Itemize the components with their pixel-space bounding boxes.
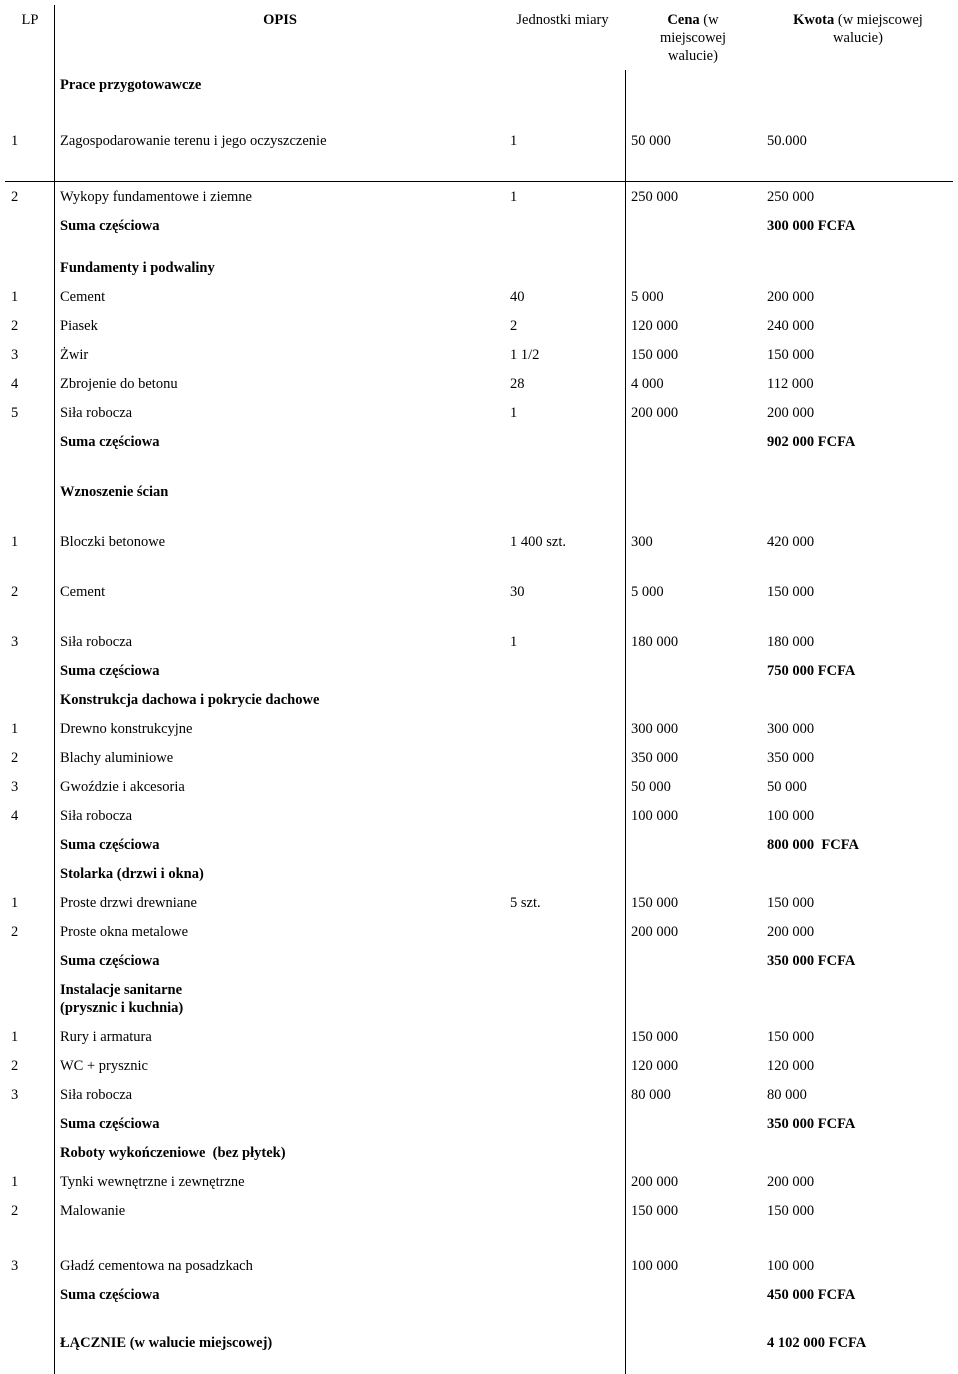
total-value: 4 102 000 FCFA bbox=[767, 1335, 867, 1351]
row-cena: 350 000 bbox=[631, 750, 679, 766]
row-kwota: 150 000 bbox=[767, 347, 815, 363]
row-opis: Tynki wewnętrzne i zewnętrzne bbox=[60, 1174, 245, 1190]
row-cena: 5 000 bbox=[631, 584, 664, 600]
row-opis: Proste drzwi drewniane bbox=[60, 895, 197, 911]
row-lp: 3 bbox=[11, 1087, 19, 1103]
row-cena: 5 000 bbox=[631, 289, 664, 305]
row-opis: Rury i armatura bbox=[60, 1029, 152, 1045]
section-title: Fundamenty i podwaliny bbox=[60, 260, 215, 276]
row-cena: 200 000 bbox=[631, 1174, 679, 1190]
row-opis: Siła robocza bbox=[60, 405, 133, 421]
row-cena: 120 000 bbox=[631, 1058, 679, 1074]
row-jm: 1 1/2 bbox=[510, 347, 540, 363]
row-jm: 40 bbox=[510, 289, 525, 305]
row-opis: Siła robocza bbox=[60, 634, 133, 650]
row-opis: Cement bbox=[60, 289, 106, 305]
row-lp: 2 bbox=[11, 750, 19, 766]
header-kwota bbox=[783, 11, 933, 47]
header-kwota-bold: Kwota bbox=[793, 12, 835, 28]
row-lp: 2 bbox=[11, 1058, 19, 1074]
row-jm: 1 bbox=[510, 189, 518, 205]
row-opis: Gładź cementowa na posadzkach bbox=[60, 1258, 253, 1274]
row-lp: 3 bbox=[11, 634, 19, 650]
row-lp: 1 bbox=[11, 895, 19, 911]
row-lp: 1 bbox=[11, 1029, 19, 1045]
row-lp: 2 bbox=[11, 189, 19, 205]
total-label: ŁĄCZNIE (w walucie miejscowej) bbox=[60, 1335, 273, 1351]
row-kwota: 420 000 bbox=[767, 534, 815, 550]
row-opis: Bloczki betonowe bbox=[60, 534, 166, 550]
row-lp: 1 bbox=[11, 534, 19, 550]
row-kwota: 100 000 bbox=[767, 1258, 815, 1274]
row-opis: Zagospodarowanie terenu i jego oczyszczenie bbox=[60, 133, 327, 149]
row-kwota: 100 000 bbox=[767, 808, 815, 824]
row-lp: 4 bbox=[11, 376, 19, 392]
row-kwota: 80 000 bbox=[767, 1087, 807, 1103]
row-cena: 150 000 bbox=[631, 347, 679, 363]
subtotal-label: Suma częściowa bbox=[60, 953, 160, 969]
subtotal-value: 300 000 FCFA bbox=[767, 218, 856, 234]
row-opis: Gwoździe i akcesoria bbox=[60, 779, 185, 795]
subtotal-label: Suma częściowa bbox=[60, 837, 160, 853]
row-lp: 4 bbox=[11, 808, 19, 824]
section-title: Roboty wykończeniowe (bez płytek) bbox=[60, 1145, 286, 1161]
row-cena: 200 000 bbox=[631, 924, 679, 940]
row-opis: Wykopy fundamentowe i ziemne bbox=[60, 189, 252, 205]
header-kwota-rest: (w miejscowej walucie) bbox=[833, 12, 923, 46]
row-cena: 120 000 bbox=[631, 318, 679, 334]
subtotal-value: 750 000 FCFA bbox=[767, 663, 856, 679]
row-kwota: 180 000 bbox=[767, 634, 815, 650]
row-kwota: 150 000 bbox=[767, 895, 815, 911]
row-cena: 180 000 bbox=[631, 634, 679, 650]
row-cena: 300 bbox=[631, 534, 653, 550]
row-jm: 1 bbox=[510, 405, 518, 421]
subtotal-label: Suma częściowa bbox=[60, 1116, 160, 1132]
row-divider bbox=[5, 181, 953, 182]
row-jm: 1 bbox=[510, 634, 518, 650]
row-cena: 100 000 bbox=[631, 1258, 679, 1274]
row-lp: 2 bbox=[11, 924, 19, 940]
row-lp: 1 bbox=[11, 133, 19, 149]
subtotal-label: Suma częściowa bbox=[60, 663, 160, 679]
section-title: Prace przygotowawcze bbox=[60, 77, 202, 93]
row-opis: Malowanie bbox=[60, 1203, 126, 1219]
row-opis: Piasek bbox=[60, 318, 98, 334]
row-opis: Blachy aluminiowe bbox=[60, 750, 174, 766]
row-opis: Siła robocza bbox=[60, 808, 133, 824]
row-opis: WC + prysznic bbox=[60, 1058, 148, 1074]
row-opis: Siła robocza bbox=[60, 1087, 133, 1103]
row-kwota: 150 000 bbox=[767, 584, 815, 600]
section-title: Stolarka (drzwi i okna) bbox=[60, 866, 204, 882]
row-lp: 5 bbox=[11, 405, 19, 421]
row-lp: 3 bbox=[11, 347, 19, 363]
row-kwota: 50.000 bbox=[767, 133, 807, 149]
column-divider-cena bbox=[625, 70, 626, 1374]
row-cena: 50 000 bbox=[631, 779, 671, 795]
header-jednostki: Jednostki miary bbox=[516, 12, 609, 28]
row-lp: 3 bbox=[11, 1258, 19, 1274]
row-jm: 2 bbox=[510, 318, 518, 334]
row-kwota: 240 000 bbox=[767, 318, 815, 334]
row-kwota: 250 000 bbox=[767, 189, 815, 205]
row-kwota: 150 000 bbox=[767, 1029, 815, 1045]
row-cena: 150 000 bbox=[631, 1029, 679, 1045]
row-cena: 250 000 bbox=[631, 189, 679, 205]
row-cena: 150 000 bbox=[631, 1203, 679, 1219]
section-title: Instalacje sanitarne bbox=[60, 982, 183, 998]
header-lp: LP bbox=[21, 12, 39, 28]
section-title-line2: (prysznic i kuchnia) bbox=[60, 1000, 184, 1016]
row-lp: 3 bbox=[11, 779, 19, 795]
row-opis: Proste okna metalowe bbox=[60, 924, 189, 940]
row-jm: 1 400 szt. bbox=[510, 534, 566, 550]
row-jm: 30 bbox=[510, 584, 525, 600]
row-kwota: 200 000 bbox=[767, 924, 815, 940]
row-jm: 5 szt. bbox=[510, 895, 541, 911]
row-kwota: 120 000 bbox=[767, 1058, 815, 1074]
column-divider-lp bbox=[54, 5, 55, 1374]
row-opis: Drewno konstrukcyjne bbox=[60, 721, 193, 737]
row-kwota: 350 000 bbox=[767, 750, 815, 766]
row-cena: 80 000 bbox=[631, 1087, 671, 1103]
header-cena-rest: (w miejscowej walucie) bbox=[659, 12, 727, 64]
row-cena: 4 000 bbox=[631, 376, 664, 392]
row-opis: Żwir bbox=[60, 347, 89, 363]
subtotal-value: 350 000 FCFA bbox=[767, 1116, 856, 1132]
header-opis: OPIS bbox=[263, 12, 297, 28]
subtotal-label: Suma częściowa bbox=[60, 434, 160, 450]
row-cena: 100 000 bbox=[631, 808, 679, 824]
row-cena: 200 000 bbox=[631, 405, 679, 421]
row-kwota: 50 000 bbox=[767, 779, 807, 795]
row-jm: 1 bbox=[510, 133, 518, 149]
row-opis: Zbrojenie do betonu bbox=[60, 376, 178, 392]
subtotal-value: 902 000 FCFA bbox=[767, 434, 856, 450]
subtotal-label: Suma częściowa bbox=[60, 1287, 160, 1303]
row-lp: 2 bbox=[11, 584, 19, 600]
row-kwota: 200 000 bbox=[767, 1174, 815, 1190]
row-lp: 1 bbox=[11, 289, 19, 305]
row-kwota: 300 000 bbox=[767, 721, 815, 737]
header-cena-bold: Cena bbox=[667, 12, 700, 28]
subtotal-label: Suma częściowa bbox=[60, 218, 160, 234]
row-cena: 50 000 bbox=[631, 133, 671, 149]
row-lp: 1 bbox=[11, 721, 19, 737]
row-kwota: 150 000 bbox=[767, 1203, 815, 1219]
row-kwota: 200 000 bbox=[767, 289, 815, 305]
subtotal-value: 450 000 FCFA bbox=[767, 1287, 856, 1303]
row-kwota: 112 000 bbox=[767, 376, 814, 392]
row-cena: 150 000 bbox=[631, 895, 679, 911]
row-cena: 300 000 bbox=[631, 721, 679, 737]
subtotal-value: 800 000 FCFA bbox=[767, 837, 859, 853]
row-jm: 28 bbox=[510, 376, 525, 392]
row-opis: Cement bbox=[60, 584, 106, 600]
section-title: Konstrukcja dachowa i pokrycie dachowe bbox=[60, 692, 320, 708]
section-title: Wznoszenie ścian bbox=[60, 484, 169, 500]
row-lp: 1 bbox=[11, 1174, 19, 1190]
row-lp: 2 bbox=[11, 1203, 19, 1219]
subtotal-value: 350 000 FCFA bbox=[767, 953, 856, 969]
row-lp: 2 bbox=[11, 318, 19, 334]
header-cena bbox=[640, 11, 746, 65]
row-kwota: 200 000 bbox=[767, 405, 815, 421]
